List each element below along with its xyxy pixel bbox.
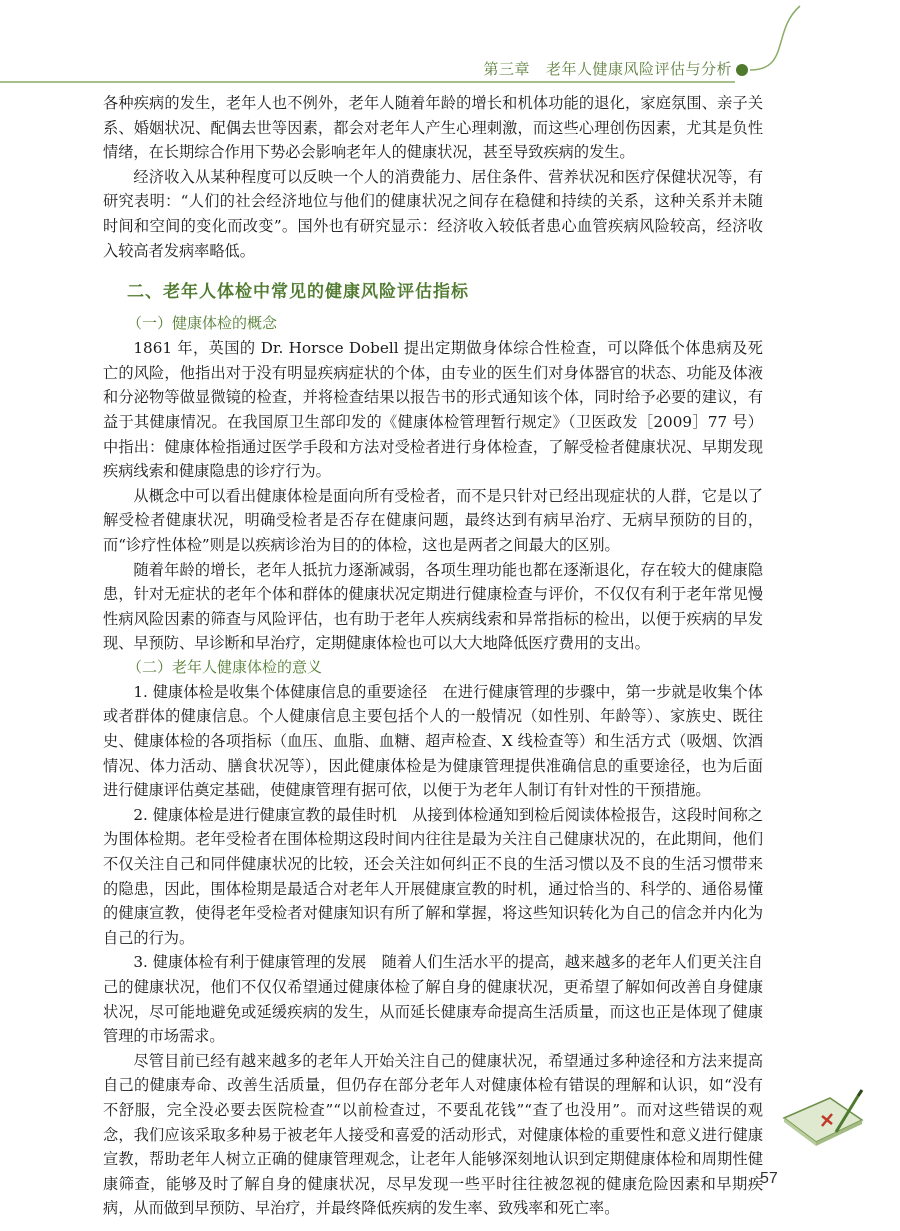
- paragraph: 2. 健康体检是进行健康宣教的最佳时机 从接到体检通知到检后阅读体检报告，这段时间称之为围体检期。老年受检者在围体检期这段时间内往往是最为关注自己健康状况的，在此期间，他们不仅关注自己和同伴健康状况的比较，还会关注如何纠正不良的生活习惯以及不良的生活习惯带来的隐患，因此，围体检期是最适合对老年人开展健康宣教的时机，通过恰当的、科学的、通俗易懂的健康宣教，使得老年受检者对健康知识有所了解和掌握，将这些知识转化为自己的信念并内化为自己的行为。: [103, 805, 763, 947]
- page-body: [103, 91, 763, 1221]
- subsection-heading: （一）健康体检的概念: [127, 314, 278, 333]
- paragraph: 3. 健康体检有利于健康管理的发展 随着人们生活水平的提高，越来越多的老年人们更关注自己的健康状况，他们不仅仅希望通过健康体检了解自身的健康状况，更希望了解如何改善自身健康状况，尽可能地避免或延缓疾病的发生，从而延长健康寿命提高生活质量，而这也正是体现了健康管理的市场需求。: [103, 953, 763, 1046]
- subsection-heading: （二）老年人健康体检的意义: [127, 657, 323, 676]
- paragraph: 1861 年，英国的 Dr. Horsce Dobell 提出定期做身体综合性检查，可以降低个体患病及死亡的风险，他指出对于没有明显疾病症状的个体，由专业的医生们对身体器官的状态、功能及体液和分泌物等做显微镜的检查，并将检查结果以报告书的形式通知该个体，同时给予必要的建议，有益于其健康情况。在我国原卫生部印发的《健康体检管理暂行规定》（卫医政发［2009］77 号）中指出：健康体检指通过医学手段和方法对受检者进行身体检查，了解受检者健康状况、早期发现疾病线索和健康隐患的诊疗行为。: [103, 339, 763, 481]
- notebook-pen-icon: [778, 1088, 868, 1152]
- chapter-title: 老年人健康风险评估与分析: [545, 60, 732, 78]
- paragraph: 从概念中可以看出健康体检是面向所有受检者，而不是只针对已经出现症状的人群，它是以了解受检者健康状况，明确受检者是否存在健康问题，最终达到有病早治疗、无病早预防的目的，而“诊疗性体检”则是以疾病诊治为目的的体检，这也是两者之间最大的区别。: [103, 486, 763, 554]
- header-rule: [0, 0, 900, 100]
- paragraph: 经济收入从某种程度可以反映一个人的消费能力、居住条件、营养状况和医疗保健状况等，有研究表明：“人们的社会经济地位与他们的健康状况之间存在稳健和持续的关系，这种关系并未随时间和空间的变化而改变”。国外也有研究显示：经济收入较低者患心血管疾病风险较高，经济收入较高者发病率略低。: [103, 167, 763, 260]
- paragraph: 各种疾病的发生，老年人也不例外，老年人随着年龄的增长和机体功能的退化，家庭氛围、亲子关系、婚姻状况、配偶去世等因素，都会对老年人产生心理刺激，而这些心理创伤因素，尤其是负性情绪，在长期综合作用下势必会影响老年人的健康状况，甚至导致疾病的发生。: [103, 94, 763, 162]
- section-heading: 二、老年人体检中常见的健康风险评估指标: [127, 282, 469, 303]
- paragraph: 随着年龄的增长，老年人抵抗力逐渐减弱，各项生理功能也都在逐渐退化，存在较大的健康隐患，针对无症状的老年个体和群体的健康状况定期进行健康检查与评价，不仅仅有利于老年常见慢性病风险因素的筛查与风险评估，也有助于老年人疾病线索和异常指标的检出，以便于疾病的早发现、早预防、早诊断和早治疗，定期健康体检也可以大大地降低医疗费用的支出。: [103, 560, 763, 653]
- chapter-heading: [483, 58, 732, 79]
- page-number: 57: [760, 1170, 778, 1187]
- page-header: [0, 0, 900, 100]
- chapter-number: 第三章: [483, 60, 530, 78]
- paragraph: 1. 健康体检是收集个体健康信息的重要途径 在进行健康管理的步骤中，第一步就是收集个体或者群体的健康信息。个人健康信息主要包括个人的一般情况（如性别、年龄等）、家族史、既往史、健康体检的各项指标（血压、血脂、血糖、超声检查、X 线检查等）和生活方式（吸烟、饮酒情况、体力活动、膳食状况等），因此健康体检是为健康管理提供准确信息的重要途径，也为后面进行健康评估奠定基础，使健康管理有据可依，以便于为老年人制订有针对性的干预措施。: [103, 682, 763, 800]
- paragraph: 尽管目前已经有越来越多的老年人开始关注自己的健康状况，希望通过多种途径和方法来提高自己的健康寿命、改善生活质量，但仍存在部分老年人对健康体检有错误的理解和认识，如“没有不舒服，完全没必要去医院检查”“以前检查过，不要乱花钱”“查了也没用”。而对这些错误的观念，我们应该采取多种易于被老年人接受和喜爱的活动形式，对健康体检的重要性和意义进行健康宣教，帮助老年人树立正确的健康管理观念，让老年人能够深刻地认识到定期健康体检和周期性健康筛查，能够及时了解自身的健康状况，尽早发现一些平时往往被忽视的健康危险因素和早期疾病，从而做到早预防、早治疗，并最终降低疾病的发生率、致残率和死亡率。: [103, 1051, 763, 1218]
